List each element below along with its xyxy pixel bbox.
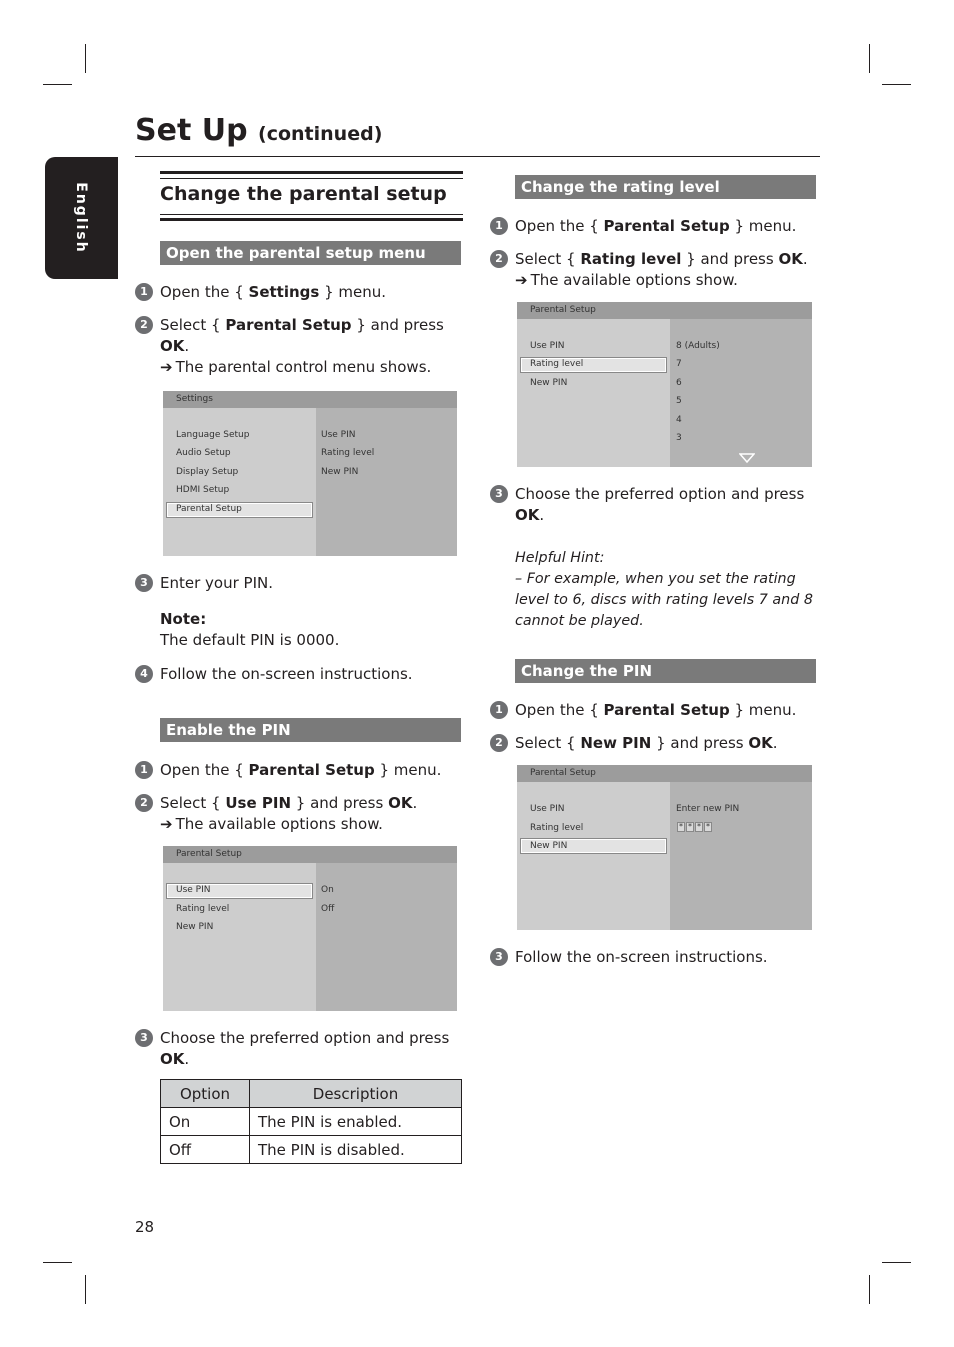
table-header: Description	[250, 1080, 462, 1108]
step-number: 1	[490, 217, 508, 235]
crop-mark	[85, 1275, 86, 1304]
step-number: 1	[135, 283, 153, 301]
language-tab-label: English	[73, 182, 89, 254]
menu-item: Language Setup	[176, 430, 250, 440]
pin-digit-box	[686, 822, 694, 832]
menu-item: Audio Setup	[176, 448, 231, 458]
note-label: Note:	[160, 610, 207, 628]
pin-digit-box	[677, 822, 685, 832]
page-subtitle: (continued)	[258, 123, 383, 145]
step-1	[135, 282, 465, 304]
submenu-item: Rating level	[321, 448, 375, 458]
menu-item: HDMI Setup	[176, 485, 230, 495]
section-title: Change the parental setup	[160, 183, 447, 205]
section-heading	[160, 171, 463, 223]
step-number: 2	[135, 794, 153, 812]
menu-item: Rating level	[530, 823, 584, 833]
table-cell: On	[161, 1108, 250, 1136]
arrow-icon: ➔	[160, 358, 173, 376]
pin-digit: *	[679, 822, 683, 831]
submenu-item: 4	[676, 415, 682, 425]
step-number: 1	[490, 701, 508, 719]
step-number: 2	[490, 250, 508, 268]
subsection-bar-open-menu: Open the parental setup menu	[160, 241, 461, 265]
step-2	[490, 249, 820, 293]
crop-mark	[882, 1262, 911, 1263]
step-number: 4	[135, 665, 153, 683]
note	[160, 609, 460, 651]
screen-header: Parental Setup	[530, 768, 596, 778]
helpful-hint	[515, 548, 817, 632]
step-text: Open the { Settings } menu.	[160, 283, 387, 301]
menu-item-selected: New PIN	[530, 841, 568, 851]
menu-item: Display Setup	[176, 467, 239, 477]
menu-item: New PIN	[176, 922, 214, 932]
subsection-bar-enable-pin: Enable the PIN	[160, 718, 461, 742]
step-3	[490, 484, 820, 528]
hint-title: Helpful Hint:	[515, 550, 605, 566]
step-text: Select { Rating level } and press OK. ➔ The available options show.	[515, 250, 808, 289]
step-3	[490, 947, 820, 969]
table-header-row	[161, 1080, 462, 1108]
settings-menu-screen	[163, 391, 457, 556]
menu-item: Use PIN	[530, 804, 565, 814]
note-text: The default PIN is 0000.	[160, 631, 340, 649]
crop-mark	[882, 84, 911, 85]
step-3	[135, 573, 465, 595]
crop-mark	[869, 44, 870, 73]
step-text: Open the { Parental Setup } menu.	[515, 701, 797, 719]
table-row	[161, 1136, 462, 1164]
menu-item: Use PIN	[530, 341, 565, 351]
submenu-item: 6	[676, 378, 682, 388]
submenu-item: 7	[676, 359, 682, 369]
pin-digit: *	[697, 822, 701, 831]
screen-header: Parental Setup	[176, 849, 242, 859]
step-number: 3	[490, 948, 508, 966]
step-number: 2	[135, 316, 153, 334]
submenu-item: 3	[676, 433, 682, 443]
screen-header: Settings	[176, 394, 213, 404]
step-text: Choose the preferred option and press OK.	[515, 485, 805, 524]
menu-item-selected: Use PIN	[176, 885, 211, 895]
step-text: Follow the on-screen instructions.	[515, 948, 768, 966]
step-1	[490, 216, 820, 238]
crop-mark	[85, 44, 86, 73]
table-row	[161, 1108, 462, 1136]
page-number: 28	[135, 1218, 155, 1236]
step-text: Enter your PIN.	[160, 574, 273, 592]
submenu-item: On	[321, 885, 334, 895]
hint-text: – For example, when you set the rating level to 6, discs with rating levels 7 and 8 cannot be played.	[515, 571, 813, 629]
options-table	[160, 1079, 462, 1164]
pin-prompt: Enter new PIN	[676, 804, 740, 814]
submenu-item: Use PIN	[321, 430, 356, 440]
table-cell: The PIN is disabled.	[250, 1136, 462, 1164]
table-cell: Off	[161, 1136, 250, 1164]
step-text: Select { New PIN } and press OK.	[515, 734, 778, 752]
step-1	[490, 700, 820, 722]
submenu-item: New PIN	[321, 467, 359, 477]
step-text: Choose the preferred option and press OK.	[160, 1029, 450, 1068]
page-title	[135, 113, 382, 148]
table-cell: The PIN is enabled.	[250, 1108, 462, 1136]
page-title-text: Set Up	[135, 113, 248, 148]
step-text: Open the { Parental Setup } menu.	[515, 217, 797, 235]
arrow-icon: ➔	[515, 271, 528, 289]
new-pin-menu-screen	[517, 765, 812, 930]
subsection-bar-rating: Change the rating level	[515, 175, 816, 199]
screen-header: Parental Setup	[530, 305, 596, 315]
step-2	[490, 733, 820, 755]
menu-item-selected: Parental Setup	[176, 504, 242, 514]
table-header: Option	[161, 1080, 250, 1108]
pin-digit-box	[704, 822, 712, 832]
step-text: Open the { Parental Setup } menu.	[160, 761, 442, 779]
step-4	[135, 664, 465, 686]
step-text: Select { Parental Setup } and press OK. ➔ The parental control menu shows.	[160, 316, 444, 376]
crop-mark	[869, 1275, 870, 1304]
submenu-item: Off	[321, 904, 335, 914]
pin-digit-box	[695, 822, 703, 832]
submenu-item: 8 (Adults)	[676, 341, 720, 351]
arrow-icon: ➔	[160, 815, 173, 833]
menu-item: New PIN	[530, 378, 568, 388]
step-number: 3	[135, 574, 153, 592]
scroll-down-icon	[739, 453, 755, 463]
step-number: 1	[135, 761, 153, 779]
menu-item-selected: Rating level	[530, 359, 584, 369]
step-number: 2	[490, 734, 508, 752]
pin-digit: *	[688, 822, 692, 831]
step-number: 3	[490, 485, 508, 503]
step-text: Select { Use PIN } and press OK. ➔ The available options show.	[160, 794, 418, 833]
use-pin-menu-screen	[163, 846, 457, 1011]
rating-level-menu-screen	[517, 302, 812, 467]
title-rule	[135, 156, 820, 157]
step-2	[135, 315, 465, 381]
subsection-bar-change-pin: Change the PIN	[515, 659, 816, 683]
crop-mark	[43, 84, 72, 85]
step-number: 3	[135, 1029, 153, 1047]
crop-mark	[43, 1262, 72, 1263]
step-text: Follow the on-screen instructions.	[160, 665, 413, 683]
submenu-item: 5	[676, 396, 682, 406]
pin-digit: *	[706, 822, 710, 831]
step-1	[135, 760, 465, 782]
step-2	[135, 793, 465, 837]
step-3	[135, 1028, 465, 1072]
menu-item: Rating level	[176, 904, 230, 914]
